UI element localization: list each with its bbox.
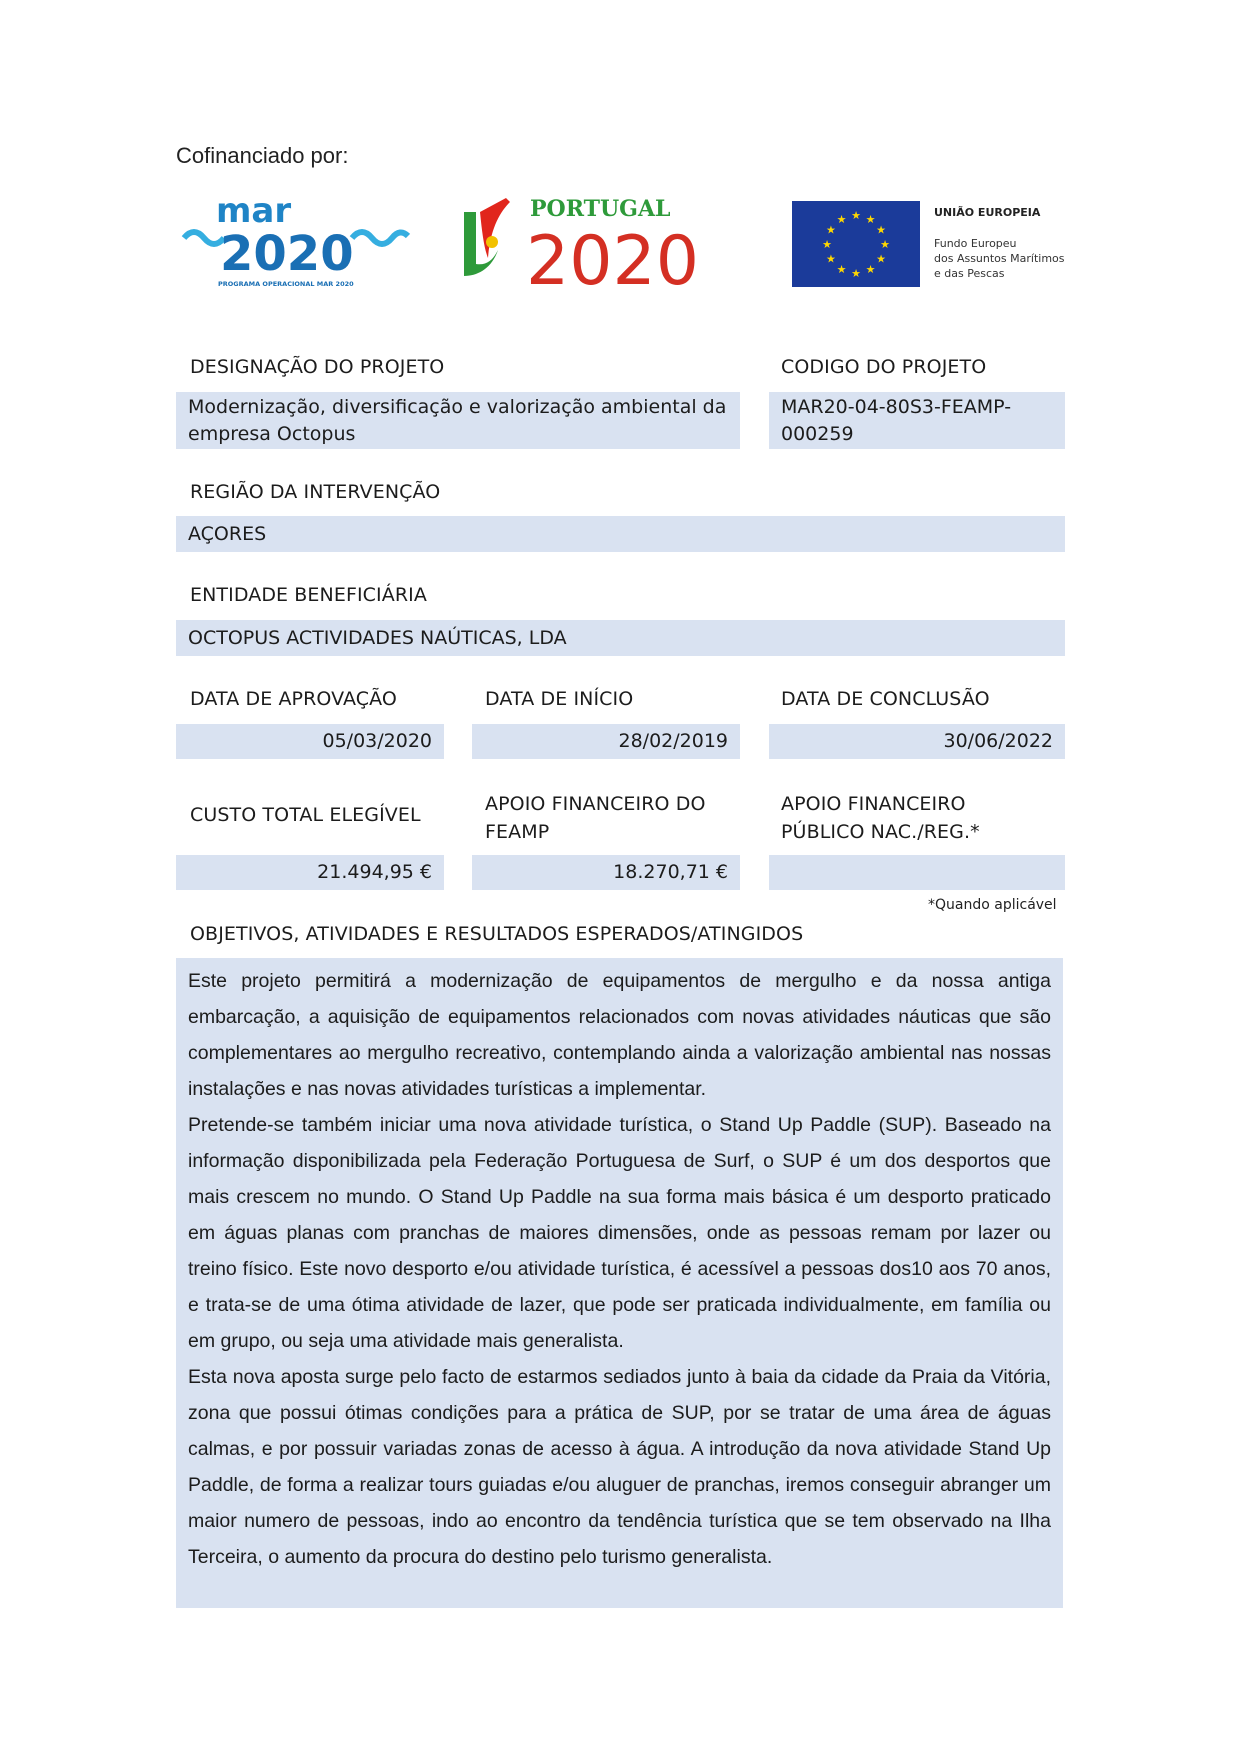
code-label: CODIGO DO PROJETO bbox=[781, 356, 987, 378]
objectives-paragraph-1: Este projeto permitirá a modernização de equipamentos de mergulho e da nossa antiga embarcação, a aquisição de equipamentos relacionados com novas atividades náuticas que são complementares ao mergulho recreativo, contemplando ainda a valorização ambiental nas nossas instalações e nas novas atividades turísticas a implementar. bbox=[188, 970, 1051, 1100]
public-support-label-line2: PÚBLICO NAC./REG.* bbox=[781, 821, 980, 843]
eu-title: UNIÃO EUROPEIA bbox=[934, 206, 1041, 219]
end-date-label: DATA DE CONCLUSÃO bbox=[781, 688, 990, 710]
start-date-label: DATA DE INÍCIO bbox=[485, 688, 634, 710]
portugal2020-logo bbox=[458, 192, 742, 288]
eu-star-icon: ★ bbox=[851, 268, 861, 280]
code-value bbox=[769, 392, 1065, 449]
eu-star-icon: ★ bbox=[876, 224, 887, 237]
eu-star-icon: ★ bbox=[876, 253, 887, 266]
approval-date-label: DATA DE APROVAÇÃO bbox=[190, 688, 397, 710]
feamp-support-label bbox=[485, 790, 706, 846]
eu-star-icon: ★ bbox=[865, 213, 876, 226]
feamp-support-value: 18.270,71 € bbox=[472, 855, 740, 890]
start-date-value: 28/02/2019 bbox=[472, 724, 740, 759]
eu-fund-line2: dos Assuntos Marítimos bbox=[934, 252, 1065, 265]
total-cost-value: 21.494,95 € bbox=[176, 855, 444, 890]
eu-fund-line1: Fundo Europeu bbox=[934, 237, 1017, 250]
region-label: REGIÃO DA INTERVENÇÃO bbox=[190, 481, 441, 503]
eu-star-icon: ★ bbox=[825, 224, 836, 237]
region-value: AÇORES bbox=[176, 516, 1065, 552]
portugal-word: PORTUGAL bbox=[530, 196, 671, 222]
objectives-paragraph-2: Pretende-se também iniciar uma nova atividade turística, o Stand Up Paddle (SUP). Baseado na informação disponibilizada pela Federação Portuguesa de Surf, o SUP é um dos desportos que mais crescem no mundo. O Stand Up Paddle na sua forma mais básica é um desporto praticado em águas planas com pranchas de maiores dimensões, onde as pessoas remam por lazer ou treino físico. Este novo desporto e/ou atividade turística, é acessível a pessoas dos10 aos 70 anos, e trata-se de uma ótima atividade de lazer, que pode ser praticada individualmente, em família ou em grupo, ou seja uma atividade mais generalista. bbox=[188, 1114, 1051, 1352]
mar2020-logo bbox=[180, 188, 412, 290]
cofinanced-by-text: Cofinanciado por: bbox=[176, 143, 349, 168]
public-support-value bbox=[769, 855, 1065, 890]
beneficiary-label: ENTIDADE BENEFICIÁRIA bbox=[190, 584, 427, 606]
objectives-label: OBJETIVOS, ATIVIDADES E RESULTADOS ESPERADOS/ATINGIDOS bbox=[190, 923, 804, 945]
objectives-paragraph-3: Esta nova aposta surge pelo facto de estarmos sediados junto à baia da cidade da Praia da Vitória, zona que possui ótimas condições para a prática de SUP, por se tratar de uma área de águas calmas, e por possuir variadas zonas de acesso à água. A introdução da nova atividade Stand Up Paddle, de forma a realizar tours guiadas e/ou aluguer de pranchas, iremos conseguir abranger um maior numero de pessoas, indo ao encontro da tendência turística que se tem observado na Ilha Terceira, o aumento da procura do destino pelo turismo generalista. bbox=[188, 1366, 1051, 1568]
footnote: *Quando aplicável bbox=[928, 897, 1057, 913]
feamp-support-label-line1: APOIO FINANCEIRO DO bbox=[485, 793, 706, 815]
designation-label: DESIGNAÇÃO DO PROJETO bbox=[190, 356, 445, 378]
end-date-value: 30/06/2022 bbox=[769, 724, 1065, 759]
public-support-label-line1: APOIO FINANCEIRO bbox=[781, 793, 966, 815]
designation-line1: Modernização, diversificação e valorização ambiental da bbox=[188, 396, 727, 418]
designation-line2: empresa Octopus bbox=[188, 423, 356, 445]
public-support-label bbox=[781, 790, 980, 846]
mar2020-year: 2020 bbox=[220, 226, 354, 282]
approval-date-value: 05/03/2020 bbox=[176, 724, 444, 759]
eu-flag-logo bbox=[792, 201, 920, 287]
eu-star-icon: ★ bbox=[822, 239, 832, 251]
eu-star-icon: ★ bbox=[865, 264, 876, 277]
code-line1: MAR20-04-80S3-FEAMP- bbox=[781, 396, 1012, 418]
mar-word: mar bbox=[216, 191, 292, 231]
code-line2: 000259 bbox=[781, 423, 854, 445]
eu-star-icon: ★ bbox=[836, 213, 847, 226]
designation-value bbox=[176, 392, 740, 449]
feamp-support-label-line2: FEAMP bbox=[485, 821, 550, 843]
eu-fund-line3: e das Pescas bbox=[934, 267, 1005, 280]
beneficiary-value: OCTOPUS ACTIVIDADES NAÚTICAS, LDA bbox=[176, 620, 1065, 656]
eu-star-icon: ★ bbox=[851, 210, 861, 222]
total-cost-label: CUSTO TOTAL ELEGÍVEL bbox=[190, 804, 421, 826]
eu-star-icon: ★ bbox=[880, 239, 890, 251]
eu-star-icon: ★ bbox=[825, 253, 836, 266]
mar2020-caption: PROGRAMA OPERACIONAL MAR 2020 bbox=[218, 280, 354, 288]
objectives-text-box bbox=[176, 958, 1063, 1608]
portugal2020-year: 2020 bbox=[526, 222, 700, 288]
eu-star-icon: ★ bbox=[836, 264, 847, 277]
